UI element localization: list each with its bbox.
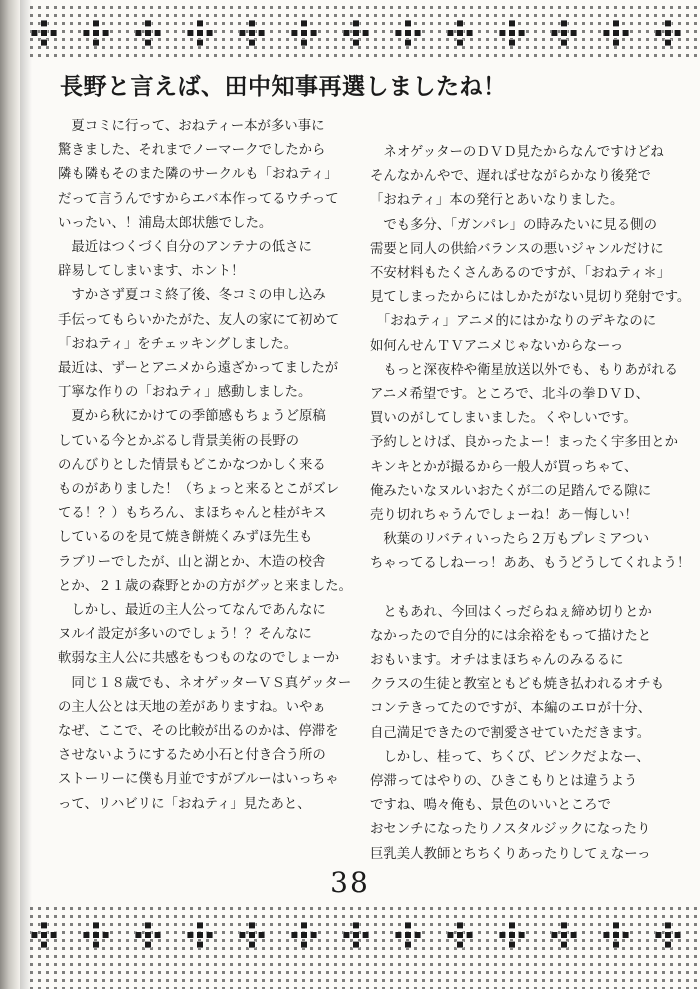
bottom-pattern-border <box>24 905 700 989</box>
text-line: ラブリーでしたが、山と湖とか、木造の校舎 <box>58 554 326 570</box>
text-line: ちゃってるしねーっ！ああ、もうどうしてくれよう！ <box>370 556 691 572</box>
cross-motif <box>447 922 473 948</box>
right-text-block-a <box>370 141 690 577</box>
text-line: させないようにするため小石と付き合う所の <box>58 748 326 764</box>
text-line: ともあれ、今回はくっだらねぇ締め切りとか <box>370 604 652 620</box>
cross-motif <box>343 20 369 46</box>
cross-motif <box>551 922 577 948</box>
text-line: 最近はつくづく自分のアンテナの低さに <box>58 240 312 256</box>
cross-motif <box>135 922 161 948</box>
text-line: とか、２１歳の森野とかの方がグッと来ました。 <box>58 578 352 594</box>
cross-motif <box>31 922 57 948</box>
top-pattern-border <box>24 4 700 62</box>
text-line: おもいます。オチはまほちゃんのみるるに <box>370 653 624 669</box>
book-binding-edge <box>0 0 20 989</box>
text-line: しかし、桂って、ちくび、ピンクだよなー、 <box>370 749 650 765</box>
text-line: 手伝ってもらいかたがた、友人の家にて初めて <box>58 312 340 328</box>
text-line: 巨乳美人教師とちちくりあったりしてぇなーっ <box>370 846 651 862</box>
text-line: 需要と同人の供給バランスの悪いジャンルだけに <box>370 241 664 257</box>
text-line: クラスの生徒と教室ともども焼き払われるオチも <box>370 677 665 693</box>
text-line: てる！？）もちろん、まほちゃんと桂がキス <box>58 506 327 522</box>
text-line: ものがありました！（ちょっと来るとこがズレ <box>58 482 340 498</box>
text-line: ですね、鳴々俺も、景色のいいところで <box>370 798 611 814</box>
text-line: そんなかんやで、遅ればせながらかなり後発で <box>370 169 651 185</box>
text-line: ヌルイ設定が多いのでしょう！？そんなに <box>58 627 312 643</box>
cross-motif <box>655 922 681 948</box>
text-line: 如何んせんＴＶアニメじゃないからなーっ <box>370 338 624 354</box>
text-line: している今とかぶるし背景美術の長野の <box>58 433 300 449</box>
text-line: アニメ希望です。ところで、北斗の拳ＤＶＤ、 <box>370 387 650 403</box>
text-line: なかったので自分的には余裕をもって描けたと <box>370 628 652 644</box>
text-line: ストーリーに僕も月並ですがブルーはいっちゃ <box>58 772 339 788</box>
text-line: もっと深夜枠や衛星放送以外でも、もりあがれる <box>370 362 678 378</box>
right-text-block-b <box>370 601 690 867</box>
text-line: 予約しとけば、良かったよー！まったく宇多田とか <box>370 435 678 451</box>
text-line: キンキとかが撮るから一般人が買っちゃて、 <box>370 459 638 475</box>
text-line: 「おねティ」をチェッキングしました。 <box>58 336 298 352</box>
text-line: 停滞ってはやりの、ひきこもりとは違うよう <box>370 774 638 790</box>
text-line: 同じ１８歳でも、ネオゲッターＶＳ真ゲッター <box>58 675 352 691</box>
cross-motif <box>551 20 577 46</box>
cross-motif <box>239 20 265 46</box>
text-line: おセンチになったりノスタルジックになったり <box>370 822 651 838</box>
text-line: ネオゲッターのＤＶＤ見たからなんですけどね <box>370 145 664 160</box>
text-line: でも多分、「ガンパレ」の時みたいに見る側の <box>370 217 657 233</box>
cross-motif <box>655 20 681 46</box>
cross-motif <box>135 20 161 46</box>
text-line: 丁寧な作りの「おねティ」感動しました。 <box>58 385 312 401</box>
page-number: 38 <box>330 866 370 899</box>
right-text-column <box>370 141 690 867</box>
text-line: コンテきってたのですが、本編のエロが十分、 <box>370 701 652 717</box>
text-line: 秋葉のリバティいったら２万もプレミアつい <box>370 532 650 548</box>
text-line: 俺みたいなヌルいおたくが二の足踏んでる隙に <box>370 483 652 499</box>
text-line: 最近は、ずーとアニメから遠ざかってましたが <box>58 361 339 377</box>
text-line: の主人公とは天地の差がありますね。いやぁ <box>58 699 326 715</box>
text-line: 辟易してしまいます、ホント！ <box>58 264 245 280</box>
cross-motif <box>31 20 57 46</box>
text-line: 不安材料もたくさんあるのですが、「おねティ＊」 <box>370 266 671 282</box>
text-line: いったい、！浦島太郎状態でした。 <box>58 215 273 231</box>
cross-motif <box>343 922 369 948</box>
binding-shadow <box>20 0 32 989</box>
cross-motif <box>447 20 473 46</box>
text-line: だって言うんですからエバ本作ってるウチって <box>58 191 339 207</box>
text-line: しかし、最近の主人公ってなんであんなに <box>58 603 326 619</box>
text-line: 夏コミに行って、おねティー本が多い事に <box>58 119 325 134</box>
page-title: 長野と言えば、田中知事再選しましたね！ <box>60 74 507 100</box>
text-line: すかさず夏コミ終了後、冬コミの申し込み <box>58 288 326 304</box>
text-line: って、リハビリに「おねティ」見たあと、 <box>58 796 311 812</box>
text-line: しているのを見て焼き餅焼くみずほ先生も <box>58 530 313 546</box>
text-line: 買いのがしてしまいました。くやしいです。 <box>370 411 637 427</box>
text-line: 見てしまったからにはしかたがない見切り発射です。 <box>370 290 691 306</box>
text-line: 「おねティ」アニメ的にはかなりのデキなのに <box>370 314 657 330</box>
cross-motif <box>239 922 265 948</box>
text-line: 「おねティ」本の発行とあいなりました。 <box>370 193 624 209</box>
text-line: のんびりとした情景もどこかなつかしく来る <box>58 457 326 473</box>
text-line: 隣も隣もそのまた隣のサークルも「おねティ」 <box>58 167 338 183</box>
text-line: 夏から秋にかけての季節感もちょうど原稿 <box>58 409 326 425</box>
text-line: なぜ、ここで、その比較が出るのかは、停滞を <box>58 724 339 740</box>
text-line: 驚きました、それまでノーマークでしたから <box>58 143 326 159</box>
paragraph-gap <box>370 577 690 601</box>
text-line: 売り切れちゃうんでしょーね！あ－悔しい！ <box>370 508 638 524</box>
text-line: 自己満足できたので割愛させていただきます。 <box>370 725 651 741</box>
left-text-column <box>58 115 352 817</box>
text-line: 軟弱な主人公に共感をもつものなのでしょーか <box>58 651 340 667</box>
